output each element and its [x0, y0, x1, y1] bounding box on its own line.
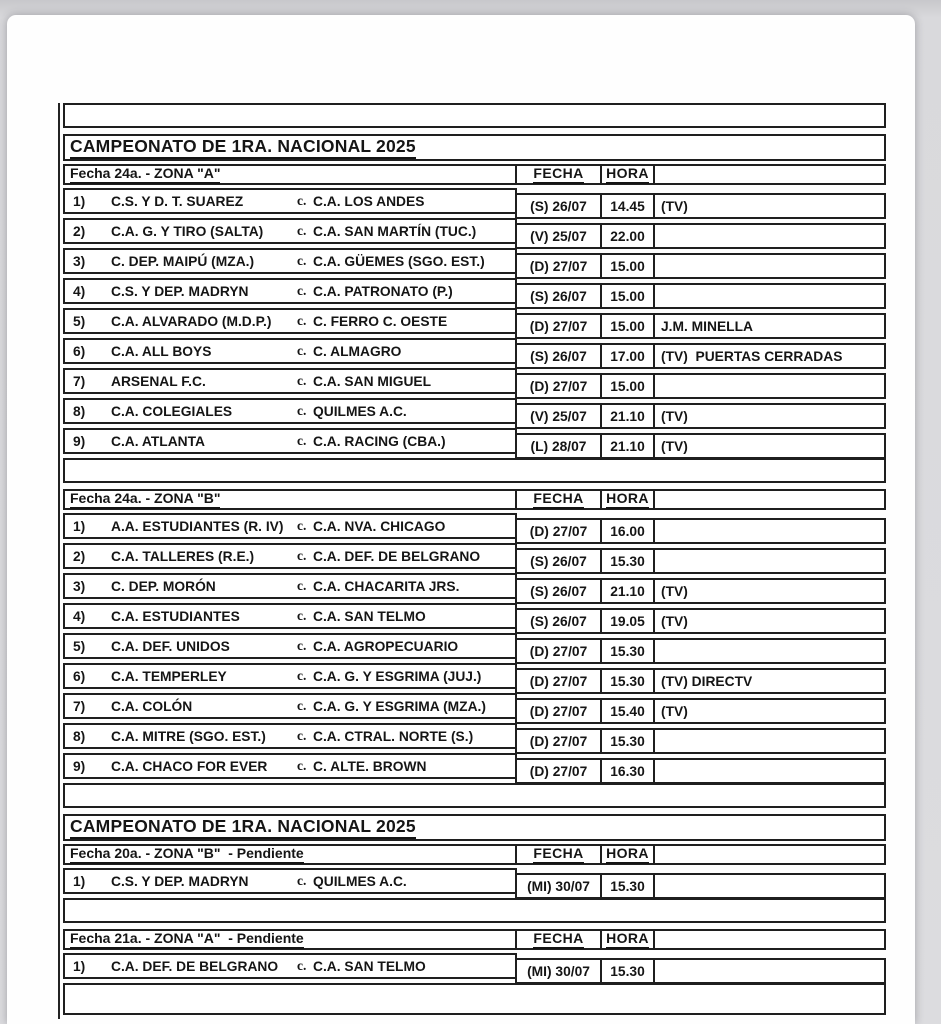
- teams-cell: [63, 663, 517, 689]
- match-row: [63, 248, 893, 278]
- hora-cell: [600, 608, 655, 634]
- notes-header-cell: [653, 164, 886, 185]
- home-team: A.A. ESTUDIANTES (R. IV): [111, 518, 284, 534]
- zone-header-row: [63, 929, 893, 953]
- versus-label: c.: [297, 698, 307, 713]
- versus-label: c.: [297, 608, 307, 623]
- home-team: C.A. MITRE (SGO. EST.): [111, 728, 266, 744]
- notes-header-cell: [653, 844, 886, 865]
- hora-value: 15.30: [610, 733, 645, 749]
- hora-cell: [600, 193, 655, 219]
- match-row: [63, 723, 893, 753]
- fecha-header-cell: [515, 164, 602, 185]
- hora-value: 15.00: [610, 318, 645, 334]
- hora-value: 15.30: [610, 643, 645, 659]
- match-number: 6): [73, 343, 86, 359]
- fecha-value: (V) 25/07: [530, 408, 587, 424]
- section-title-cell: [63, 134, 886, 161]
- notes-header-cell: [653, 489, 886, 510]
- hora-value: 21.10: [610, 583, 645, 599]
- home-team: ARSENAL F.C.: [111, 373, 206, 389]
- spacer-cell: [63, 983, 886, 1015]
- match-row: [63, 573, 893, 603]
- home-team: C.A. G. Y TIRO (SALTA): [111, 223, 264, 239]
- home-team: C.S. Y DEP. MADRYN: [111, 283, 249, 299]
- nota-value: (TV): [661, 198, 688, 214]
- fecha-value: (D) 27/07: [529, 258, 588, 274]
- hora-cell: [600, 668, 655, 694]
- notes-header-cell: [653, 929, 886, 950]
- fecha-cell: [515, 193, 602, 219]
- fecha-header-cell: [515, 844, 602, 865]
- hora-value: 15.30: [610, 553, 645, 569]
- versus-label: c.: [297, 873, 307, 888]
- spacer-row: [63, 458, 893, 489]
- versus-label: c.: [297, 313, 307, 328]
- zone-header-row: [63, 489, 893, 513]
- fecha-column-label: FECHA: [533, 165, 583, 184]
- nota-cell: [653, 698, 886, 724]
- fecha-cell: [515, 758, 602, 784]
- zone-header-row: [63, 164, 893, 188]
- zone-header-label: Fecha 24a. - ZONA "A": [70, 165, 220, 184]
- match-row: [63, 633, 893, 663]
- fecha-cell: [515, 578, 602, 604]
- versus-label: c.: [297, 668, 307, 683]
- away-team: C.A. G. Y ESGRIMA (MZA.): [313, 698, 486, 714]
- match-row: [63, 513, 893, 543]
- hora-value: 15.00: [610, 258, 645, 274]
- home-team: C.A. DEF. UNIDOS: [111, 638, 230, 654]
- fecha-cell: [515, 668, 602, 694]
- teams-cell: [63, 338, 517, 364]
- match-number: 1): [73, 873, 86, 889]
- fecha-cell: [515, 728, 602, 754]
- away-team: C.A. SAN TELMO: [313, 958, 426, 974]
- versus-label: c.: [297, 958, 307, 973]
- teams-cell: [63, 753, 517, 779]
- match-row: [63, 693, 893, 723]
- teams-cell: [63, 723, 517, 749]
- away-team: QUILMES A.C.: [313, 873, 407, 889]
- versus-label: c.: [297, 578, 307, 593]
- hora-header-cell: [600, 489, 655, 510]
- fecha-cell: [515, 638, 602, 664]
- hora-cell: [600, 518, 655, 544]
- hora-column-label: HORA: [606, 165, 649, 184]
- teams-cell: [63, 188, 517, 214]
- match-row: [63, 188, 893, 218]
- teams-cell: [63, 953, 517, 979]
- home-team: C.A. ATLANTA: [111, 433, 206, 449]
- versus-label: c.: [297, 548, 307, 563]
- fecha-cell: [515, 873, 602, 899]
- match-row: [63, 953, 893, 983]
- match-row: [63, 753, 893, 783]
- nota-cell: [653, 433, 886, 459]
- match-number: 5): [73, 313, 86, 329]
- home-team: C.S. Y DEP. MADRYN: [111, 873, 249, 889]
- section-title-cell: [63, 814, 886, 841]
- fecha-value: (S) 26/07: [530, 553, 587, 569]
- match-number: 3): [73, 578, 86, 594]
- nota-cell: [653, 223, 886, 249]
- versus-label: c.: [297, 518, 307, 533]
- home-team: C.A. DEF. DE BELGRANO: [111, 958, 279, 974]
- hora-cell: [600, 313, 655, 339]
- hora-value: 15.00: [610, 378, 645, 394]
- match-number: 1): [73, 193, 86, 209]
- spacer-row: [63, 783, 893, 814]
- match-number: 1): [73, 518, 86, 534]
- hora-value: 15.30: [610, 963, 645, 979]
- hora-header-cell: [600, 929, 655, 950]
- fecha-value: (MI) 30/07: [527, 963, 590, 979]
- match-number: 6): [73, 668, 86, 684]
- spacer-row: [63, 983, 893, 1019]
- fecha-column-label: FECHA: [533, 845, 583, 864]
- nota-cell: [653, 548, 886, 574]
- nota-value: (TV): [661, 438, 688, 454]
- nota-cell: [653, 373, 886, 399]
- hora-cell: [600, 758, 655, 784]
- hora-cell: [600, 373, 655, 399]
- fecha-cell: [515, 403, 602, 429]
- fecha-value: (S) 26/07: [530, 198, 587, 214]
- fecha-value: (D) 27/07: [529, 523, 588, 539]
- hora-cell: [600, 548, 655, 574]
- fecha-cell: [515, 548, 602, 574]
- fecha-value: (MI) 30/07: [527, 878, 590, 894]
- hora-cell: [600, 698, 655, 724]
- versus-label: c.: [297, 283, 307, 298]
- hora-cell: [600, 343, 655, 369]
- zone-header-cell: [63, 164, 517, 185]
- match-number: 7): [73, 698, 86, 714]
- teams-cell: [63, 573, 517, 599]
- versus-label: c.: [297, 638, 307, 653]
- fecha-column-label: FECHA: [533, 490, 583, 509]
- hora-value: 19.05: [610, 613, 645, 629]
- match-row: [63, 368, 893, 398]
- nota-cell: [653, 193, 886, 219]
- match-number: 1): [73, 958, 86, 974]
- zone-header-row: [63, 844, 893, 868]
- nota-cell: [653, 958, 886, 984]
- fecha-cell: [515, 253, 602, 279]
- fecha-value: (L) 28/07: [530, 438, 587, 454]
- fecha-value: (D) 27/07: [529, 763, 588, 779]
- section-title-row: [63, 134, 893, 164]
- home-team: C.A. COLÓN: [111, 698, 193, 714]
- fecha-value: (S) 26/07: [530, 348, 587, 364]
- versus-label: c.: [297, 433, 307, 448]
- hora-value: 14.45: [610, 198, 645, 214]
- spacer-row: [63, 103, 893, 134]
- teams-cell: [63, 248, 517, 274]
- nota-cell: [653, 758, 886, 784]
- spacer-cell: [63, 458, 886, 483]
- nota-cell: [653, 283, 886, 309]
- home-team: C.A. ESTUDIANTES: [111, 608, 240, 624]
- versus-label: c.: [297, 758, 307, 773]
- hora-value: 16.00: [610, 523, 645, 539]
- hora-cell: [600, 638, 655, 664]
- nota-cell: [653, 668, 886, 694]
- match-number: 4): [73, 608, 86, 624]
- spacer-cell: [63, 898, 886, 923]
- match-number: 9): [73, 433, 86, 449]
- match-number: 4): [73, 283, 86, 299]
- fecha-value: (S) 26/07: [530, 613, 587, 629]
- away-team: C.A. PATRONATO (P.): [313, 283, 453, 299]
- versus-label: c.: [297, 343, 307, 358]
- hora-value: 22.00: [610, 228, 645, 244]
- match-row: [63, 428, 893, 458]
- teams-cell: [63, 868, 517, 894]
- fecha-value: (D) 27/07: [529, 318, 588, 334]
- fecha-cell: [515, 373, 602, 399]
- match-number: 3): [73, 253, 86, 269]
- fecha-header-cell: [515, 489, 602, 510]
- fixture-table: [58, 103, 893, 1019]
- versus-label: c.: [297, 373, 307, 388]
- match-number: 8): [73, 728, 86, 744]
- fecha-value: (D) 27/07: [529, 733, 588, 749]
- nota-value: (TV): [661, 408, 688, 424]
- versus-label: c.: [297, 253, 307, 268]
- zone-header-label: Fecha 20a. - ZONA "B" - Pendiente: [70, 845, 304, 864]
- nota-value: (TV) PUERTAS CERRADAS: [661, 348, 843, 364]
- match-number: 9): [73, 758, 86, 774]
- home-team: C.A. TEMPERLEY: [111, 668, 227, 684]
- section-title: CAMPEONATO DE 1RA. NACIONAL 2025: [70, 816, 416, 838]
- zone-header-cell: [63, 929, 517, 950]
- match-row: [63, 663, 893, 693]
- zone-header-cell: [63, 844, 517, 865]
- fecha-column-label: FECHA: [533, 930, 583, 949]
- section-title-row: [63, 814, 893, 844]
- match-row: [63, 398, 893, 428]
- nota-cell: [653, 343, 886, 369]
- match-number: 8): [73, 403, 86, 419]
- hora-value: 17.00: [610, 348, 645, 364]
- zone-header-cell: [63, 489, 517, 510]
- match-row: [63, 868, 893, 898]
- away-team: C.A. SAN MARTÍN (TUC.): [313, 223, 477, 239]
- fecha-value: (V) 25/07: [530, 228, 587, 244]
- nota-cell: [653, 728, 886, 754]
- fecha-cell: [515, 433, 602, 459]
- zone-header-label: Fecha 24a. - ZONA "B": [70, 490, 220, 509]
- fecha-value: (D) 27/07: [529, 703, 588, 719]
- hora-cell: [600, 958, 655, 984]
- versus-label: c.: [297, 193, 307, 208]
- hora-cell: [600, 873, 655, 899]
- away-team: C. ALTE. BROWN: [313, 758, 427, 774]
- match-number: 2): [73, 223, 86, 239]
- fecha-cell: [515, 313, 602, 339]
- away-team: C.A. RACING (CBA.): [313, 433, 446, 449]
- nota-cell: [653, 518, 886, 544]
- hora-value: 15.00: [610, 288, 645, 304]
- away-team: C.A. SAN MIGUEL: [313, 373, 432, 389]
- section-title: CAMPEONATO DE 1RA. NACIONAL 2025: [70, 136, 416, 158]
- nota-value: (TV): [661, 613, 688, 629]
- fecha-value: (S) 26/07: [530, 583, 587, 599]
- teams-cell: [63, 278, 517, 304]
- nota-cell: [653, 403, 886, 429]
- home-team: C.A. ALL BOYS: [111, 343, 212, 359]
- teams-cell: [63, 633, 517, 659]
- fecha-header-cell: [515, 929, 602, 950]
- teams-cell: [63, 693, 517, 719]
- away-team: C.A. CTRAL. NORTE (S.): [313, 728, 474, 744]
- hora-cell: [600, 728, 655, 754]
- hora-header-cell: [600, 844, 655, 865]
- nota-cell: [653, 313, 886, 339]
- teams-cell: [63, 368, 517, 394]
- document-page: [7, 15, 915, 1024]
- fecha-cell: [515, 283, 602, 309]
- spacer-row: [63, 898, 893, 929]
- away-team: C. ALMAGRO: [313, 343, 402, 359]
- hora-cell: [600, 403, 655, 429]
- away-team: C.A. AGROPECUARIO: [313, 638, 459, 654]
- zone-header-label: Fecha 21a. - ZONA "A" - Pendiente: [70, 930, 304, 949]
- away-team: C.A. LOS ANDES: [313, 193, 425, 209]
- hora-column-label: HORA: [606, 930, 649, 949]
- fecha-cell: [515, 343, 602, 369]
- away-team: C.A. G. Y ESGRIMA (JUJ.): [313, 668, 482, 684]
- away-team: QUILMES A.C.: [313, 403, 407, 419]
- hora-value: 15.30: [610, 673, 645, 689]
- away-team: C.A. SAN TELMO: [313, 608, 426, 624]
- fecha-value: (D) 27/07: [529, 673, 588, 689]
- match-row: [63, 543, 893, 573]
- away-team: C.A. CHACARITA JRS.: [313, 578, 460, 594]
- match-number: 2): [73, 548, 86, 564]
- match-row: [63, 603, 893, 633]
- hora-column-label: HORA: [606, 490, 649, 509]
- fecha-value: (D) 27/07: [529, 643, 588, 659]
- match-row: [63, 278, 893, 308]
- home-team: C.A. COLEGIALES: [111, 403, 233, 419]
- hora-value: 21.10: [610, 438, 645, 454]
- home-team: C.A. TALLERES (R.E.): [111, 548, 255, 564]
- teams-cell: [63, 218, 517, 244]
- fecha-cell: [515, 223, 602, 249]
- versus-label: c.: [297, 728, 307, 743]
- nota-cell: [653, 873, 886, 899]
- hora-value: 21.10: [610, 408, 645, 424]
- fecha-value: (D) 27/07: [529, 378, 588, 394]
- home-team: C.A. ALVARADO (M.D.P.): [111, 313, 272, 329]
- hora-cell: [600, 253, 655, 279]
- teams-cell: [63, 428, 517, 454]
- match-number: 5): [73, 638, 86, 654]
- teams-cell: [63, 308, 517, 334]
- hora-cell: [600, 223, 655, 249]
- nota-cell: [653, 638, 886, 664]
- fecha-cell: [515, 518, 602, 544]
- spacer-cell: [63, 783, 886, 808]
- nota-value: (TV) DIRECTV: [661, 673, 753, 689]
- home-team: C.S. Y D. T. SUAREZ: [111, 193, 244, 209]
- home-team: C. DEP. MORÓN: [111, 578, 216, 594]
- away-team: C.A. NVA. CHICAGO: [313, 518, 446, 534]
- away-team: C.A. DEF. DE BELGRANO: [313, 548, 481, 564]
- home-team: C.A. CHACO FOR EVER: [111, 758, 268, 774]
- hora-value: 15.30: [610, 878, 645, 894]
- spacer-cell: [63, 103, 886, 128]
- match-row: [63, 308, 893, 338]
- teams-cell: [63, 543, 517, 569]
- hora-cell: [600, 283, 655, 309]
- versus-label: c.: [297, 403, 307, 418]
- match-row: [63, 338, 893, 368]
- fecha-cell: [515, 698, 602, 724]
- match-number: 7): [73, 373, 86, 389]
- fecha-value: (S) 26/07: [530, 288, 587, 304]
- home-team: C. DEP. MAIPÚ (MZA.): [111, 253, 255, 269]
- fecha-cell: [515, 608, 602, 634]
- hora-cell: [600, 433, 655, 459]
- fecha-cell: [515, 958, 602, 984]
- nota-value: (TV): [661, 703, 688, 719]
- versus-label: c.: [297, 223, 307, 238]
- match-row: [63, 218, 893, 248]
- hora-column-label: HORA: [606, 845, 649, 864]
- teams-cell: [63, 398, 517, 424]
- away-team: C. FERRO C. OESTE: [313, 313, 448, 329]
- hora-value: 15.40: [610, 703, 645, 719]
- hora-value: 16.30: [610, 763, 645, 779]
- nota-cell: [653, 578, 886, 604]
- hora-header-cell: [600, 164, 655, 185]
- nota-cell: [653, 253, 886, 279]
- nota-cell: [653, 608, 886, 634]
- teams-cell: [63, 513, 517, 539]
- away-team: C.A. GÜEMES (SGO. EST.): [313, 253, 485, 269]
- nota-value: (TV): [661, 583, 688, 599]
- teams-cell: [63, 603, 517, 629]
- hora-cell: [600, 578, 655, 604]
- nota-value: J.M. MINELLA: [661, 318, 753, 334]
